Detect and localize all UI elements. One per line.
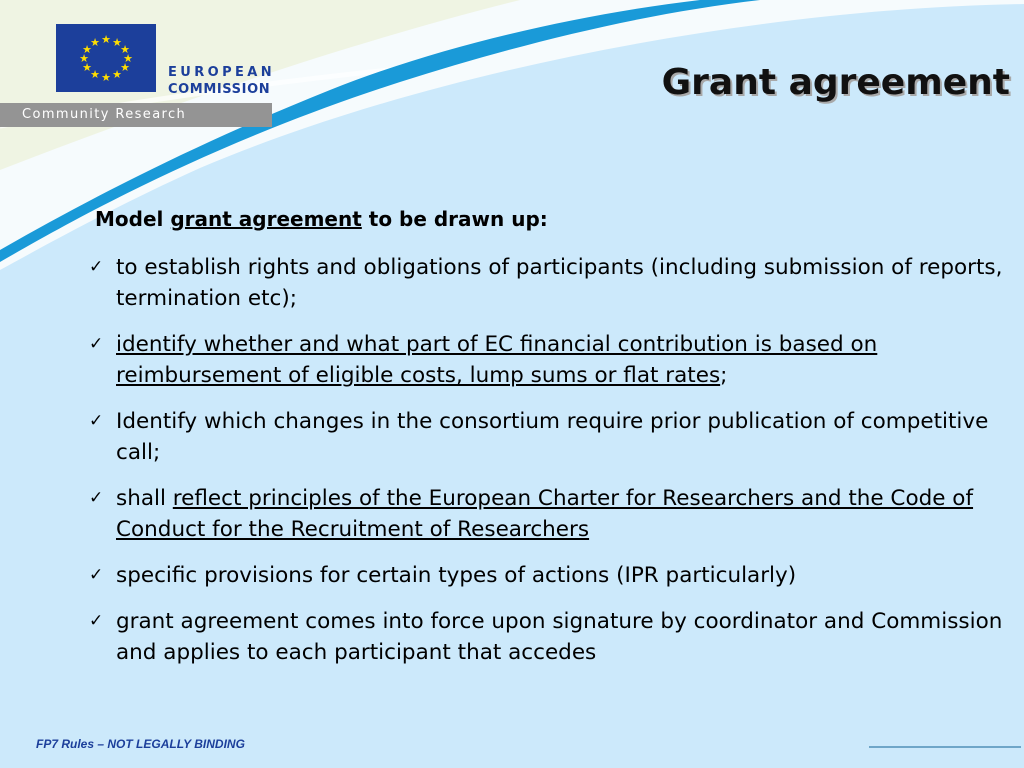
svg-text:★: ★ <box>82 61 92 74</box>
bullet-text: grant agreement comes into force upon signature by coordinator and Commission and applies to each participant that accedes <box>116 609 1003 665</box>
check-icon: ✓ <box>89 411 104 431</box>
european-commission-wordmark <box>168 64 275 98</box>
svg-text:★: ★ <box>82 43 92 56</box>
bullet-item <box>86 252 1004 314</box>
heading-prefix: Model <box>95 207 171 231</box>
svg-text:★: ★ <box>120 43 130 56</box>
bullet-text: specific provisions for certain types of actions (IPR particularly) <box>116 563 797 588</box>
svg-text:★: ★ <box>101 71 111 84</box>
footer-disclaimer: FP7 Rules – NOT LEGALLY BINDING <box>36 737 245 751</box>
bullet-underlined-text: identify whether and what part of EC financial contribution is based on reimbursement of eligible costs, lump sums or flat rates <box>116 332 878 388</box>
bullet-item <box>86 560 1004 591</box>
slide-title: Grant agreement <box>661 62 1010 103</box>
svg-text:★: ★ <box>112 68 122 81</box>
bullet-item <box>86 606 1004 668</box>
svg-text:★: ★ <box>90 36 100 49</box>
bullet-underlined-text: reflect principles of the European Charter for Researchers and the Code of Conduct for the Recruitment of Researchers <box>116 486 974 542</box>
heading-suffix: to be drawn up: <box>361 207 548 231</box>
svg-text:★: ★ <box>112 36 122 49</box>
intro-heading <box>95 207 548 231</box>
heading-emphasis: grant agreement <box>170 207 362 231</box>
check-icon: ✓ <box>89 611 104 631</box>
org-line2: COMMISSION <box>168 82 271 97</box>
community-research-label: Community Research <box>22 107 187 122</box>
check-icon: ✓ <box>89 488 104 508</box>
svg-text:★: ★ <box>79 52 89 65</box>
check-icon: ✓ <box>89 257 104 277</box>
svg-text:★: ★ <box>123 52 133 65</box>
bullet-item <box>86 406 1004 468</box>
footer-divider <box>869 746 1021 748</box>
bullet-text: to establish rights and obligations of participants (including submission of reports, termination etc); <box>116 255 1003 311</box>
bullet-item <box>86 483 1004 545</box>
bullet-trailing-text: ; <box>720 363 728 388</box>
svg-text:★: ★ <box>90 68 100 81</box>
svg-text:★: ★ <box>120 61 130 74</box>
svg-text:★: ★ <box>101 33 111 46</box>
bullet-text: shall <box>116 486 173 511</box>
org-line1: EUROPEAN <box>168 65 276 80</box>
eu-flag-logo <box>56 24 156 92</box>
bullet-list <box>86 252 1004 683</box>
bullet-item <box>86 329 1004 391</box>
bullet-text: Identify which changes in the consortium require prior publication of competitive call; <box>116 409 989 465</box>
check-icon: ✓ <box>89 565 104 585</box>
check-icon: ✓ <box>89 334 104 354</box>
